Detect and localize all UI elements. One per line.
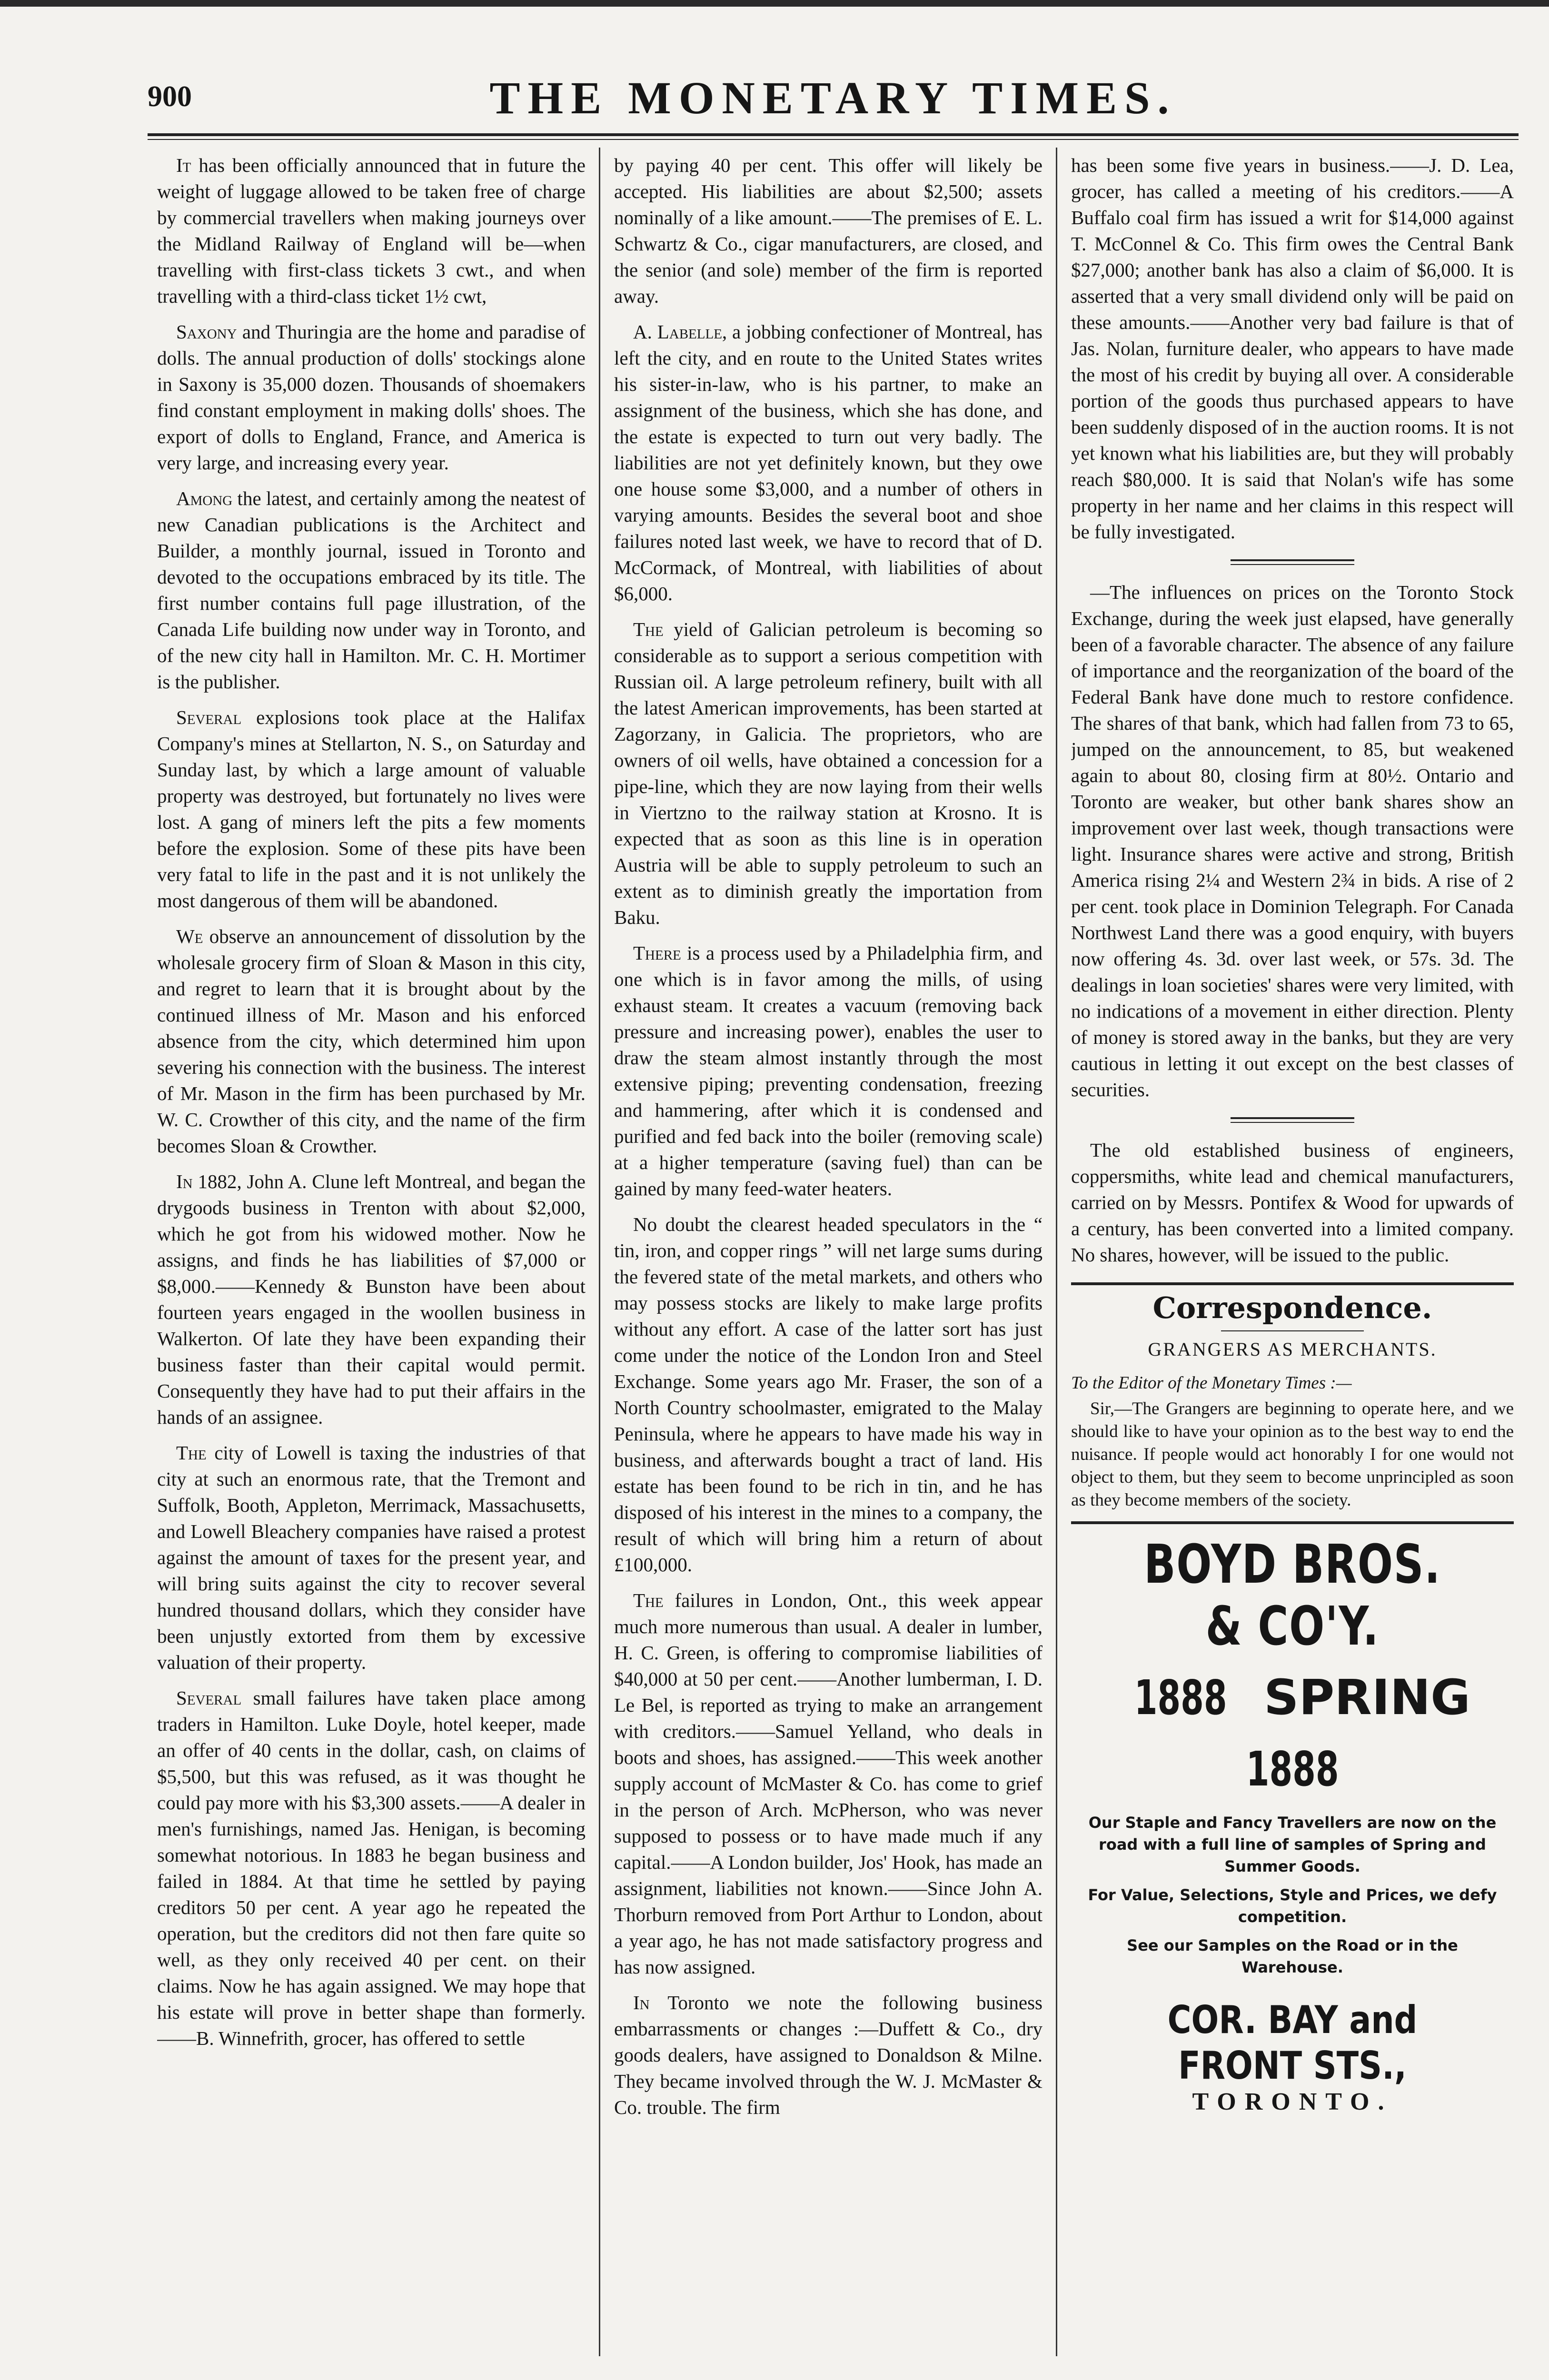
article-paragraph [157, 1440, 586, 1676]
column-1 [157, 152, 586, 2370]
ad-company-name: BOYD BROS. & CO'Y. [1144, 1534, 1441, 1657]
page-header [148, 71, 1519, 129]
paragraph-text: Toronto we note the following business embarrassments or changes :—Duffett & Co., dry goods dealers, have assigned to Donaldson & Milne. They became involved through the W. J. McMaster & Co. trouble. The firm [614, 1992, 1043, 2118]
top-edge-rule [0, 0, 1549, 7]
lead-word: In [633, 1992, 650, 2013]
article-paragraph: has been some five years in business.——J. D. Lea, grocer, has called a meeting of his creditors.——A Buffalo coal firm has issued a writ for $14,000 against T. McConnel & Co. This firm owes the Central Bank $27,000; another bank has also a claim of $6,000. It is asserted that a very small dividend only will be paid on these amounts.——Another very bad failure is that of Jas. Nolan, furniture dealer, who appears to have made the most of his credit by buying all over. A considerable portion of the goods thus purchased appears to have been suddenly disposed of in the auction rooms. It is not yet known what his liabilities are, but they will probably reach $80,000. It is said that Nolan's wife has some property in her name and her claims in this respect will be fully investigated. [1071, 154, 1514, 543]
article-paragraph [614, 940, 1043, 1202]
article-paragraph [614, 1990, 1043, 2121]
column-2 [614, 152, 1043, 2370]
lead-word: The [633, 1589, 664, 1611]
paragraph-text: is a process used by a Philadelphia firm, and one which is in favor among the mills, of using exhaust steam. It creates a vacuum (removing back pressure and increasing power), enables the user to draw the steam almost instantly through the most extensive piping; preventing condensation, freezing and hammering, after which it is condensed and purified and fed back into the boiler (removing scale) at a higher temperature (saving fuel) than can be gained by many feed-water heaters. [614, 942, 1043, 1200]
article-paragraph [614, 319, 1043, 607]
section-divider [1231, 559, 1354, 565]
lead-word: There [633, 942, 681, 964]
article-paragraph [157, 486, 586, 695]
paragraph-text: failures in London, Ont., this week appear much more numerous than usual. A dealer in lumber, H. C. Green, is offering to compromise liabilities of $40,000 at 50 per cent.——Another lumberman, I. D. Le Bel, is reported as trying to make an arrangement with creditors.——Samuel Yelland, who deals in boots and shoes, has assigned.——This week another supply account of McMaster & Co. has come to grief in the person of Arch. McPherson, who was never supposed to possess or to have made much if any capital.——A London builder, Jos' Hook, has made an assignment, liabilities not known.——Since John A. Thorburn removed from Port Arthur to London, about a year ago, he has not made satisfactory progress and has now assigned. [614, 1589, 1043, 1978]
lead-word: Among [176, 487, 233, 509]
article-paragraph [157, 1169, 586, 1430]
section-divider [1231, 1117, 1354, 1123]
page-number: 900 [148, 80, 192, 113]
lead-word: A. Labelle, [633, 321, 727, 343]
ad-text: Our Staple and Fancy Travellers are now on the road with a full line of samples of Spring and Summer Goods. [1088, 1814, 1497, 1875]
article-paragraph [614, 1587, 1043, 1980]
article-paragraph [157, 1685, 586, 2052]
letter-salutation: To the Editor of the Monetary Times :— [1071, 1373, 1352, 1393]
ad-rule [1071, 1521, 1514, 1524]
section-rule [1071, 1282, 1514, 1285]
lead-word: The [176, 1442, 207, 1464]
header-rule-thin [148, 139, 1519, 140]
letter-body [1071, 1372, 1514, 1512]
correspondence-heading: Correspondence. [1152, 1290, 1432, 1325]
article-paragraph [614, 616, 1043, 931]
article-paragraph [157, 319, 586, 476]
column-rule [1056, 148, 1057, 2356]
ad-address: COR. BAY and FRONT STS., [1167, 1998, 1418, 2088]
lead-word: Several [176, 706, 242, 728]
article-paragraph [157, 923, 586, 1159]
paragraph-text: and Thuringia are the home and paradise of dolls. The annual production of dolls' stockings alone in Saxony is 35,000 dozen. Thousands of shoemakers find constant employment in making dolls' shoes. The export of dolls to England, France, and America is very large, and increasing every year. [157, 321, 586, 474]
ad-season-line [1071, 1662, 1514, 1805]
paragraph-text: explosions took place at the Halifax Company's mines at Stellarton, N. S., on Saturday and Sunday last, by which a large amount of valuable property was destroyed, but fortunately no lives were lost. A gang of miners left the pits a few moments before the explosion. Some of these pits have been very fatal to life in the past and it is not unlikely the most dangerous of them will be abandoned. [157, 706, 586, 912]
article-paragraph: The old established business of engineers, coppersmiths, white lead and chemical manufacturers, carried on by Messrs. Pontifex & Wood for upwards of a century, has been converted into a limited company. No shares, however, will be issued to the public. [1071, 1139, 1514, 1266]
header-rule [148, 133, 1519, 136]
paragraph-text: yield of Galician petroleum is becoming so considerable as to support a serious competition with Russian oil. A large petroleum refinery, built with all the latest American improvements, has been started at Zagorzany, in Galicia. The proprietors, who are owners of oil wells, have obtained a concession for a pipe-line, which they are now laying from their wells in Viertzno to the railway station at Krosno. It is expected that as soon as this line is in operation Austria will be able to supply petroleum to such an extent as to diminish greatly the importation from Baku. [614, 618, 1043, 928]
ad-season: SPRING [1264, 1669, 1470, 1726]
letter-title: GRANGERS AS MERCHANTS. [1148, 1339, 1437, 1360]
ad-year: 1888 [1134, 1670, 1227, 1726]
lead-word: We [176, 925, 203, 947]
ad-city: TORONTO. [1192, 2088, 1393, 2115]
article-paragraph: No doubt the clearest headed speculators in the “ tin, iron, and copper rings ” will net large sums during the fevered state of the metal markets, and others who may possess stocks are likely to make large profits without any effort. A case of the latter sort has just come under the notice of the London Iron and Steel Exchange. Some years ago Mr. Fraser, the son of a North Country schoolmaster, emigrated to the Malay Peninsula, where he appears to have made his way in business, and afterwards bought a tract of land. His estate has been found to be rich in tin, and he has disposed of his interest in the mines to a company, the result of which will bring him a return of about £100,000. [614, 1213, 1043, 1576]
article-paragraph [157, 152, 586, 309]
ad-text: See our Samples on the Road or in the Warehouse. [1127, 1936, 1458, 1976]
lead-word: It [176, 154, 191, 176]
lead-word: Saxony [176, 321, 237, 343]
ad-text: For Value, Selections, Style and Prices, we defy competition. [1088, 1886, 1497, 1926]
masthead-title: THE MONETARY TIMES. [489, 72, 1177, 123]
lead-word: The [633, 618, 664, 640]
advertisement [1071, 1534, 1514, 2115]
lead-word: In [176, 1170, 193, 1192]
paragraph-text: small failures have taken place among traders in Hamilton. Luke Doyle, hotel keeper, made an offer of 40 cents in the dollar, cash, on claims of $5,500, but this was refused, as it was thought he could pay more with his $3,300 assets.——A dealer in men's furnishings, named Jas. Henigan, is becoming somewhat notorious. In 1883 he began business and failed in 1884. At that time he settled by paying creditors 50 per cent. A year ago he repeated the operation, but the creditors did not then fare quite so well, as they only received 40 per cent. on their claims. Now he has again assigned. We may hope that his estate will prove in better shape than formerly. ——B. Winnefrith, grocer, has offered to settle [157, 1687, 586, 2049]
letter-text: Sir,—The Grangers are beginning to operate here, and we should like to have your opinion as to the best way to end the nuisance. If people would act honorably I for one would not object to them, but they seem to become unprincipled as soon as they become members of the society. [1071, 1399, 1514, 1510]
paragraph-text: observe an announcement of dissolution by the wholesale grocery firm of Sloan & Mason in this city, and regret to learn that it is brought about by the continued illness of Mr. Mason and his enforced absence from the city, which determined him upon severing his connection with the business. The interest of Mr. Mason in the firm has been purchased by Mr. W. C. Crowther of this city, and the name of the firm becomes Sloan & Crowther. [157, 925, 586, 1157]
paragraph-text: a jobbing confectioner of Montreal, has left the city, and en route to the United States writes his sister-in-law, who is his partner, to make an assignment of the business, which she has done, and the estate is expected to turn out very badly. The liabilities are not yet definitely known, but they owe one house some $3,000, and a number of others in varying amounts. Besides the several boot and shoe failures noted last week, we have to record that of D. McCormack, of Montreal, with liabilities of about $6,000. [614, 321, 1043, 605]
article-paragraph [157, 704, 586, 914]
column-3 [1071, 152, 1514, 2370]
paragraph-text: has been officially announced that in future the weight of luggage allowed to be taken free of charge by commercial travellers when making journeys over the Midland Railway of England will be—when travelling with first-class tickets 3 cwt., and when travelling with a third-class ticket 1½ cwt, [157, 154, 586, 307]
heading-rule [1221, 1330, 1364, 1331]
article-paragraph: by paying 40 per cent. This offer will likely be accepted. His liabilities are about $2,500; assets nominally of a like amount.——The premises of E. L. Schwartz & Co., cigar manufacturers, are closed, and the senior (and sole) member of the firm is reported away. [614, 154, 1043, 307]
article-paragraph: —The influences on prices on the Toronto Stock Exchange, during the week just elapsed, have generally been of a favorable character. The absence of any failure of importance and the reorganization of the board of the Federal Bank have done much to restore confidence. The shares of that bank, which had fallen from 73 to 65, jumped on the announcement, to 85, but weakened again to about 80, closing firm at 80½. Ontario and Toronto are weaker, but other bank shares show an improvement over last week, though transactions were light. Insurance shares were active and strong, British America rising 2¼ and Western 2¾ in bids. A rise of 2 per cent. took place in Dominion Telegraph. For Canada Northwest Land there was a good enquiry, with buyers now offering 4s. 3d. over last week, or 57s. 3d. The dealings in loan societies' shares were very limited, with no indications of a movement in either direction. Plenty of money is stored away in the banks, but they are very cautious in letting it out except on the best classes of securities. [1071, 581, 1514, 1101]
ad-year: 1888 [1246, 1741, 1339, 1797]
paragraph-text: the latest, and certainly among the neatest of new Canadian publications is the Architect and Builder, a monthly journal, issued in Toronto and devoted to the occupations embraced by its title. The first number contains full page illustration, of the Canada Life building now under way in Toronto, and of the new city hall in Hamilton. Mr. C. H. Mortimer is the publisher. [157, 487, 586, 693]
column-rule [599, 148, 600, 2356]
paragraph-text: city of Lowell is taxing the industries of that city at such an enormous rate, that the Tremont and Suffolk, Booth, Appleton, Merrimack, Massachusetts, and Lowell Bleachery companies have raised a protest against the amount of taxes for the present year, and will bring suits against the city to recover several hundred thousand dollars, which they consider have been unjustly extorted from them by excessive valuation of their property. [157, 1442, 586, 1673]
lead-word: Several [176, 1687, 242, 1709]
paragraph-text: 1882, John A. Clune left Montreal, and began the drygoods business in Trenton with about $2,000, which he got from his widowed mother. Now he assigns, and finds he has liabilities of $7,000 or $8,000.——Kennedy & Bunston have been about fourteen years engaged in the woollen business in Walkerton. Of late they have been expanding their business faster than their capital would permit. Consequently they have had to put their affairs in the hands of an assignee. [157, 1170, 586, 1428]
